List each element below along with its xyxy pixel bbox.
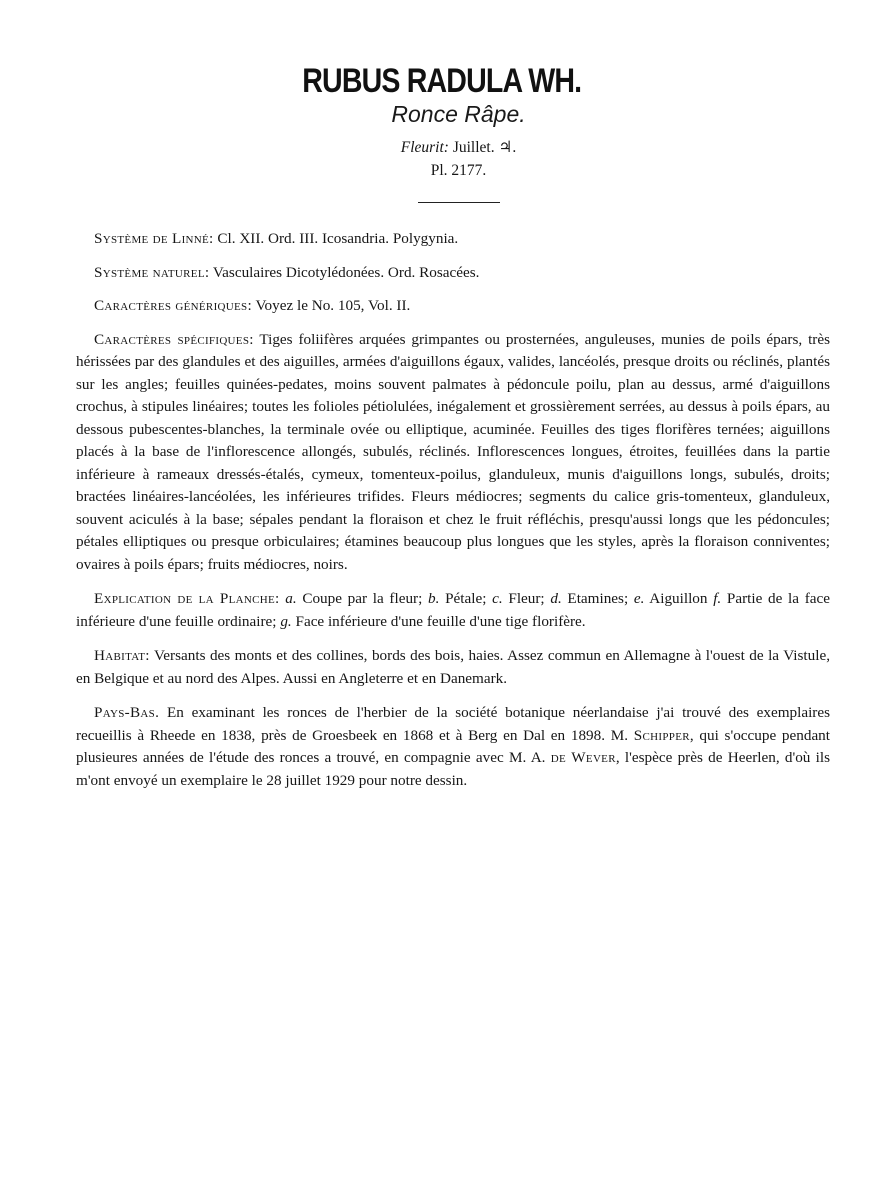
section-label: Caractères génériques: [94, 297, 252, 314]
section-label: Système naturel: [94, 263, 210, 281]
person-name: de Wever [550, 749, 616, 766]
section-paysbas [76, 702, 830, 792]
section-text: Cl. XII. Ord. III. Icosandria. Polygynia. [213, 230, 459, 247]
section-naturel [76, 262, 830, 285]
page-title: RUBUS RADULA WH. [302, 62, 582, 100]
page-subtitle: Ronce Râpe. [391, 101, 526, 127]
legend-text-d: Etamines; [561, 590, 634, 607]
section-specifiques [76, 329, 830, 577]
section-habitat [76, 645, 830, 690]
legend-key-d: d. [550, 590, 562, 607]
section-label: Pays-Bas. [94, 704, 160, 721]
section-text: Vasculaires Dicotylédonées. Ord. Rosacées. [209, 263, 480, 281]
legend-key-a: a. [285, 590, 297, 607]
legend-key-c: c. [492, 590, 503, 607]
title-divider [418, 202, 500, 203]
section-label: Explication de la Planche: [94, 590, 280, 607]
legend-key-f: f. [713, 590, 722, 607]
section-text: Tiges foliifères arquées grimpantes ou prosternées, anguleuses, munies de poils épars, très hérissées par des glandules et des aiguilles, armées d'aiguillons égaux, valides, lancéolés, presque droits ou réclinés, plantés sur les angles; feuilles quinées-pedates, moins souvent palmates à pédoncule poilu, plan au dessus, armé d'aiguillons crochus, à stipules linéaires; toutes les folioles pétiolulées, inégalement et grossièrement serrées, au dessus à poils épars, au dessous pubescentes-blanches, la terminale ovée ou elliptique, acuminée. Feuilles des tiges florifères ternées; aiguillons placés à la base de l'inflorescence allongés, subulés, réclinés. Inflorescences longues, étroites, feuillées dans la partie inférieure à rameaux dressés-étalés, cymeux, tomenteux-poilus, glanduleux, munis d'aiguillons longs, subulés, droits; bractées linéaires-lancéolées, les inférieures trifides. Fleurs médiocres; segments du calice gris-tomenteux, glanduleux, souvent aciculés à la base; sépales pendant la floraison et chez le fruit réfléchis, presqu'aussi longs que les pédoncules; pétales elliptiques ou presque orbiculaires; étamines beaucoup plus longues que les styles, après la floraison conniventes; ovaires à poils épars; fruits médiocres, noirs. [76, 330, 830, 573]
legend-key-g: g. [280, 612, 292, 630]
section-text: Voyez le No. 105, Vol. II. [251, 297, 411, 314]
section-label: Système de Linné: [94, 230, 214, 247]
flowering-value: Juillet. ♃. [452, 139, 517, 156]
plate-number: Pl. 2177. [430, 162, 487, 179]
legend-text-f: Partie de la face inférieure d'une feuille ordinaire; [76, 590, 830, 630]
section-explication [76, 588, 830, 633]
section-label: Habitat: [94, 647, 150, 664]
document-body [76, 228, 830, 804]
section-text: Versants des monts et des collines, bords des bois, haies. Assez commun en Allemagne à l'ouest de la Vistule, en Belgique et au nord des Alpes. Aussi en Angleterre et en Danemark. [76, 647, 830, 687]
legend-key-b: b. [428, 590, 440, 607]
legend-text-c: Fleur; [502, 590, 551, 607]
legend-text-g: Face inférieure d'une feuille d'une tige florifère. [291, 612, 586, 630]
section-text: , l'espèce près de Heerlen, d'où ils m'ont envoyé un exemplaire le 28 juillet 1929 pour notre dessin. [76, 749, 831, 789]
section-text: En examinant les ronces de l'herbier de la société botanique néerlandaise j'ai trouvé des exemplaires recueillis à Rheede en 1838, près de Groesbeek en 1868 et à Berg en Dal en 1898. M. [76, 704, 830, 744]
section-label: Caractères spécifiques: [94, 330, 254, 348]
legend-text-a: Coupe par la fleur; [296, 590, 429, 607]
legend-text-e: Aiguillon [644, 590, 714, 607]
person-name: Schipper [633, 726, 690, 744]
legend-text-b: Pétale; [439, 590, 493, 607]
section-text: , qui s'occupe pendant plusieures années de l'étude des ronces a trouvé, en compagnie avec M. A. [76, 726, 830, 766]
section-generiques [76, 295, 830, 318]
flowering-label: Fleurit: [400, 139, 449, 156]
legend-key-e: e. [633, 590, 645, 607]
section-linne [76, 228, 830, 251]
flowering-line [0, 138, 877, 157]
